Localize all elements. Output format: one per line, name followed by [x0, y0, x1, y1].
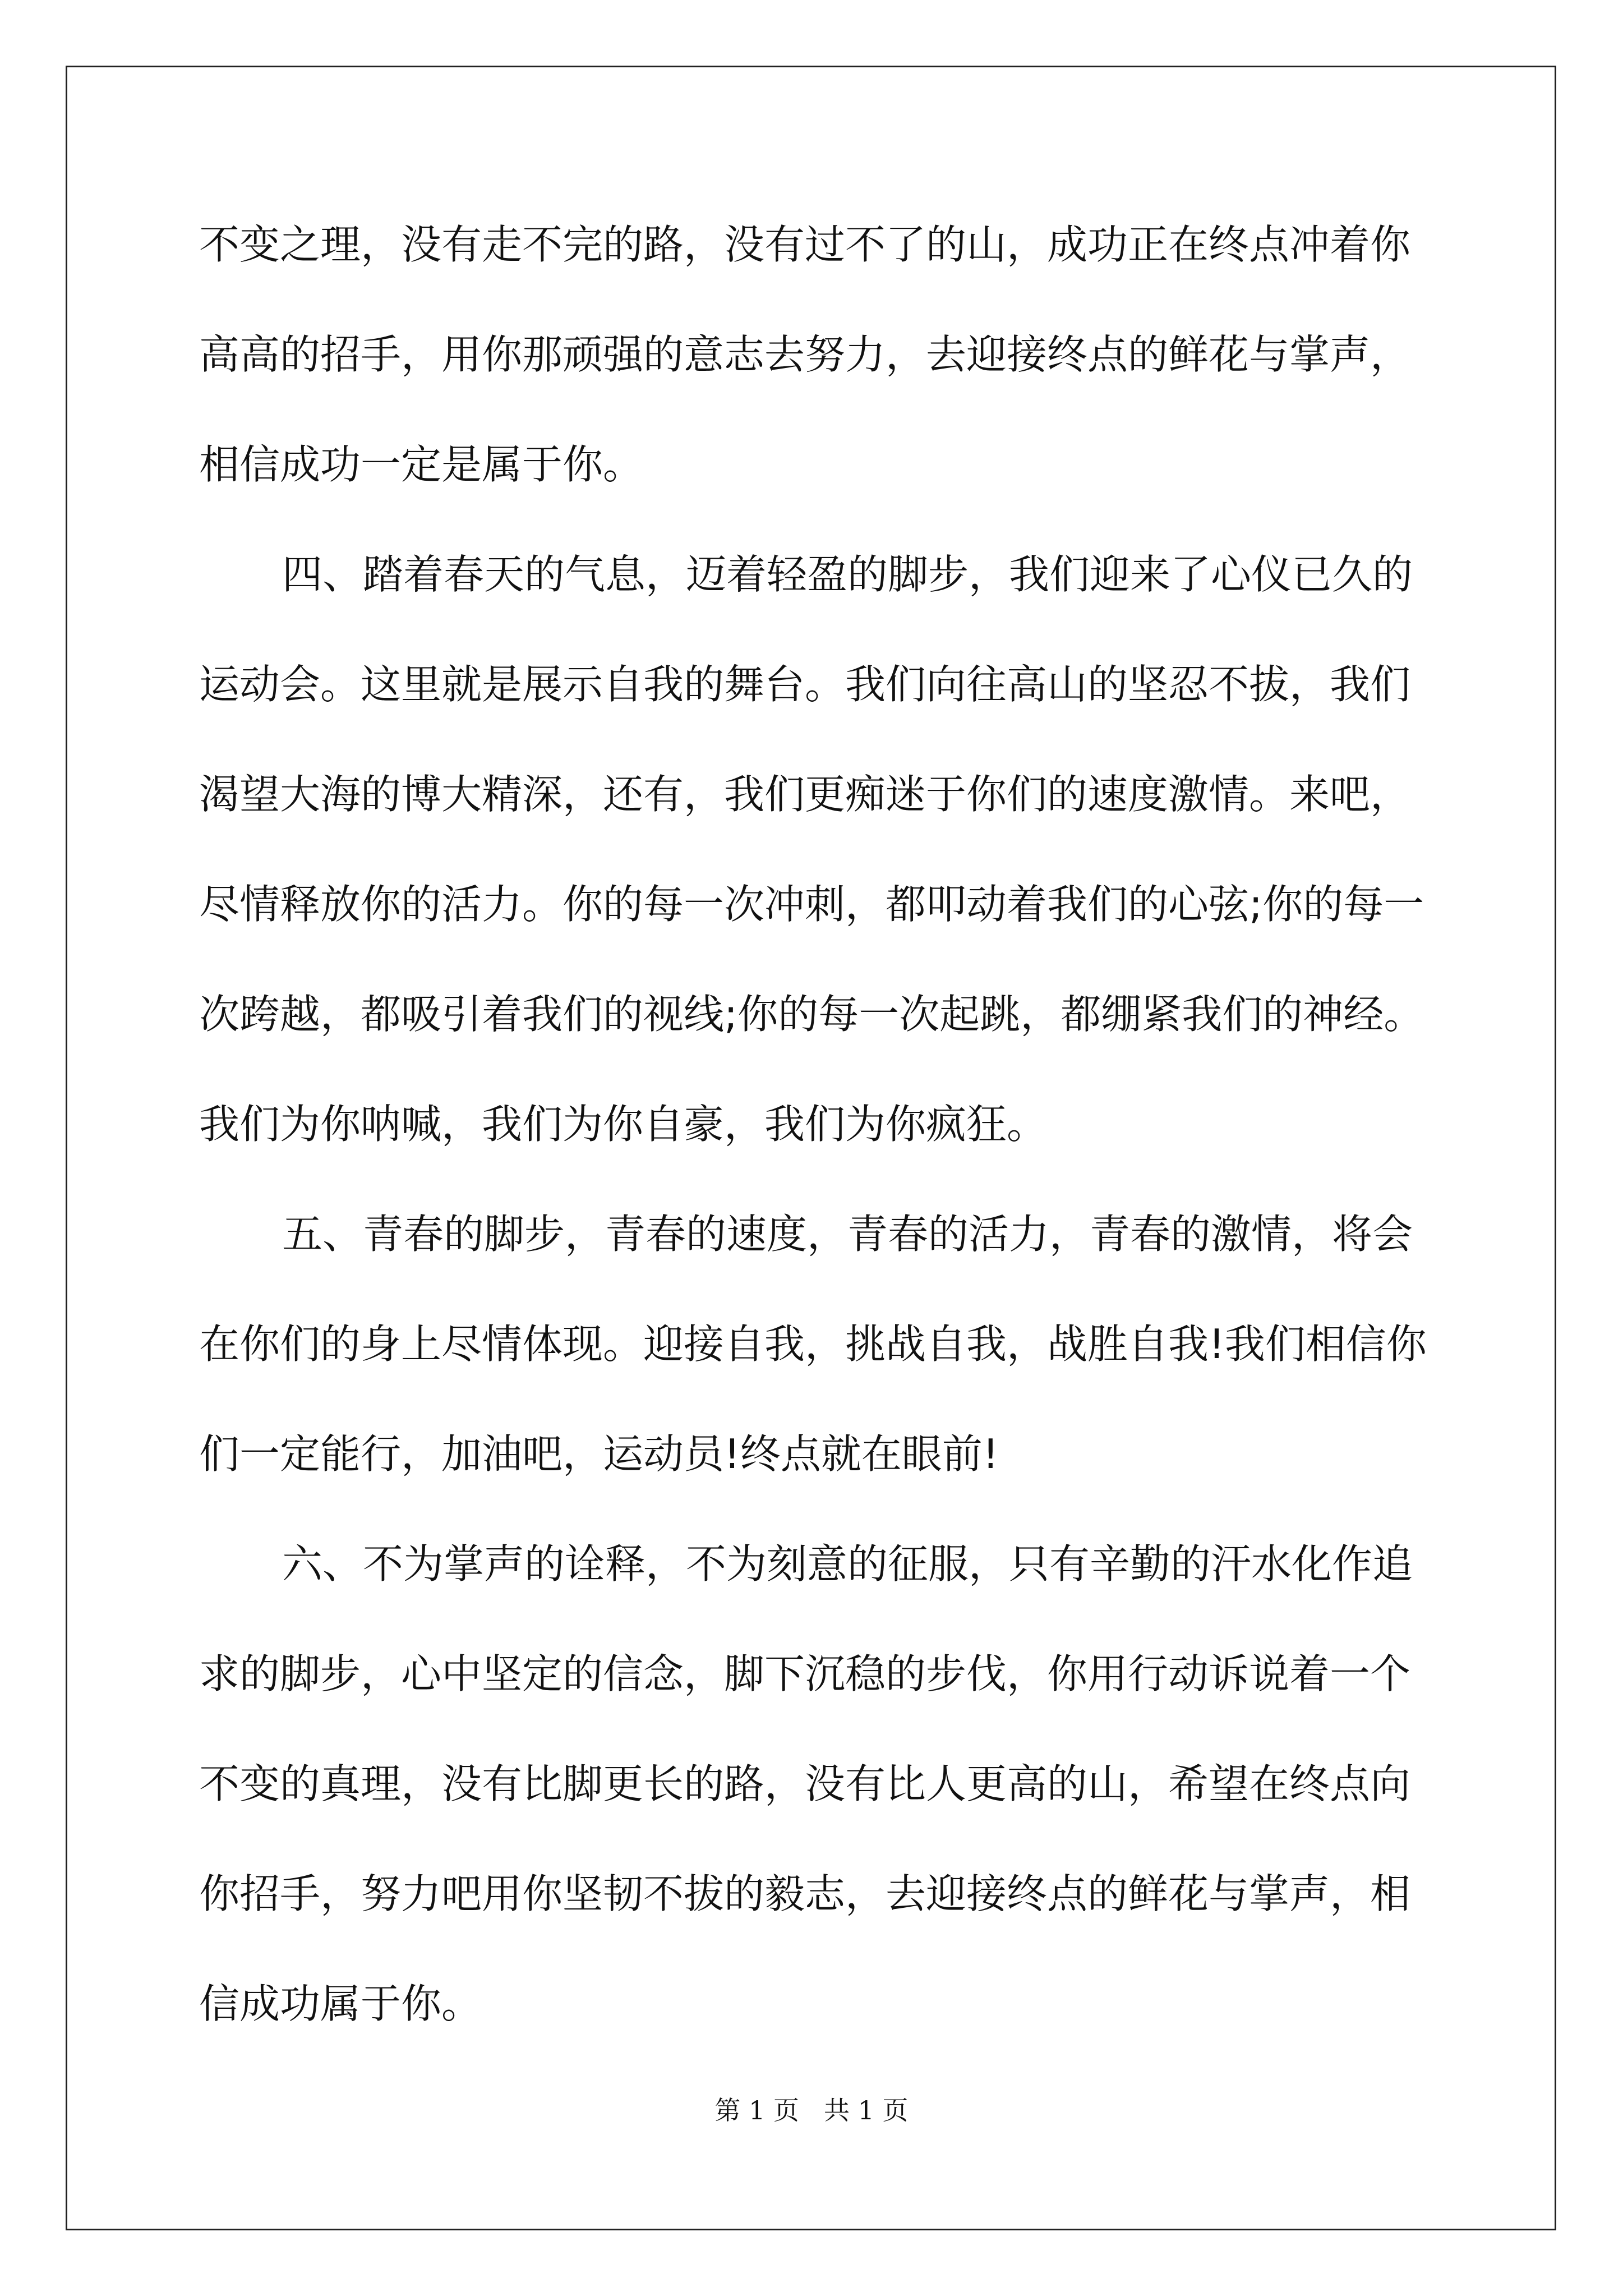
text-line: 尽情释放你的活力。你的每一次冲刺，都叩动着我们的心弦;你的每一 [199, 881, 1424, 928]
text-line: 信成功属于你。 [199, 1980, 482, 2027]
text-line: 相信成功一定是属于你。 [199, 441, 644, 488]
text-line: 在你们的身上尽情体现。迎接自我，挑战自我，战胜自我!我们相信你 [199, 1320, 1427, 1368]
text-line: 高高的招手，用你那顽强的意志去努力，去迎接终点的鲜花与掌声， [199, 331, 1411, 378]
page-number: 第 1 页 [714, 2095, 799, 2125]
text-line: 渴望大海的博大精深，还有，我们更痴迷于你们的速度激情。来吧， [199, 771, 1411, 818]
text-line: 不变的真理，没有比脚更长的路，没有比人更高的山，希望在终点向 [199, 1760, 1411, 1807]
paragraph-start-line: 四、踏着春天的气息，迈着轻盈的脚步，我们迎来了心仪已久的 [282, 551, 1413, 598]
text-line: 你招手，努力吧用你坚韧不拔的毅志，去迎接终点的鲜花与掌声，相 [199, 1870, 1411, 1917]
text-line: 求的脚步，心中坚定的信念，脚下沉稳的步伐，你用行动诉说着一个 [199, 1650, 1411, 1697]
text-line: 我们为你呐喊，我们为你自豪，我们为你疯狂。 [199, 1101, 1048, 1148]
text-line: 不变之理，没有走不完的路，没有过不了的山，成功正在终点冲着你 [199, 221, 1411, 268]
paragraph-start-line: 五、青春的脚步，青春的速度，青春的活力，青春的激情，将会 [282, 1211, 1413, 1258]
page-total: 共 1 页 [824, 2095, 909, 2125]
text-line: 次跨越，都吸引着我们的视线;你的每一次起跳，都绷紧我们的神经。 [199, 991, 1424, 1038]
paragraph-start-line: 六、不为掌声的诠释，不为刻意的征服，只有辛勤的汗水化作追 [282, 1540, 1413, 1588]
text-line: 运动会。这里就是展示自我的舞台。我们向往高山的坚忍不拔，我们 [199, 661, 1411, 708]
text-line: 们一定能行，加油吧，运动员!终点就在眼前! [199, 1430, 999, 1478]
document-body [199, 190, 1433, 2059]
page-footer [0, 2093, 1623, 2127]
